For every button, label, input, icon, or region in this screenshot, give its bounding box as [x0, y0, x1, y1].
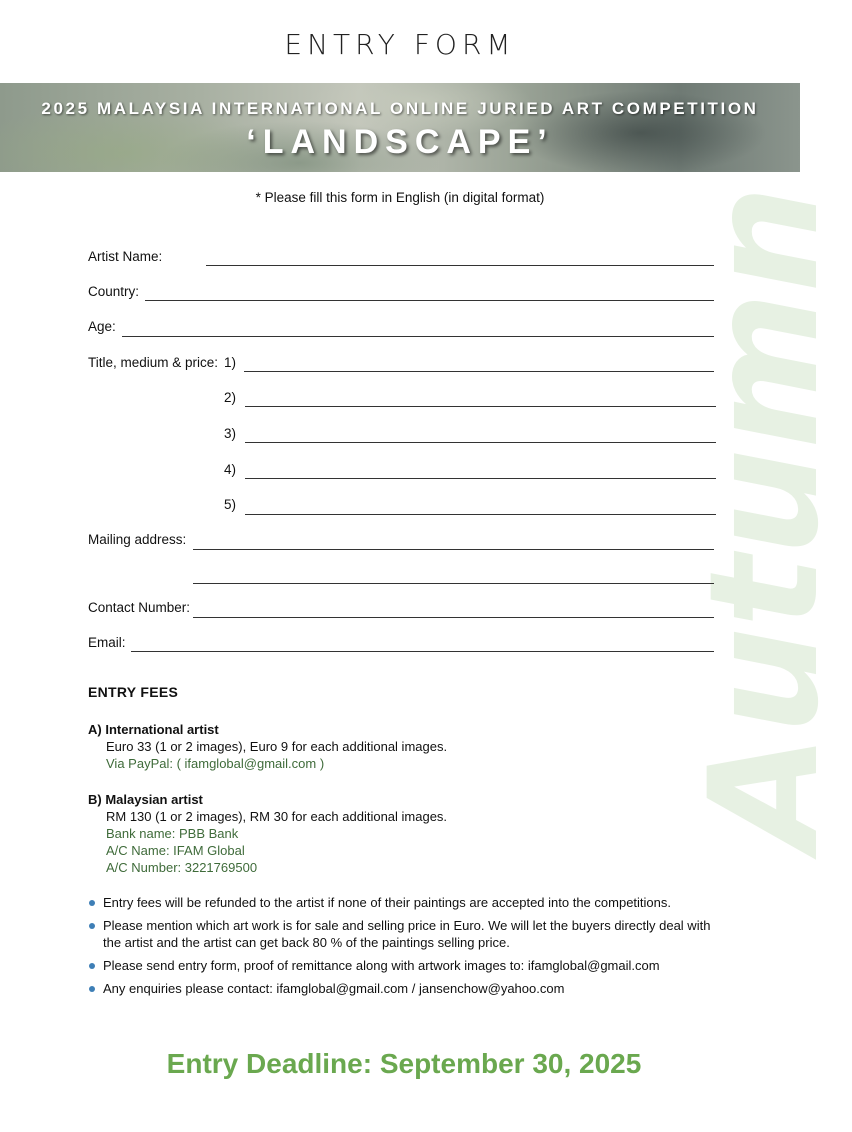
- contact-number-label: Contact Number:: [88, 600, 191, 615]
- bullet-icon: [89, 986, 95, 992]
- watermark-text: Autumn: [678, 185, 852, 850]
- international-fee-text: Euro 33 (1 or 2 images), Euro 9 for each additional images.: [106, 739, 448, 754]
- malaysian-fee-text: RM 130 (1 or 2 images), RM 30 for each additional images.: [106, 809, 448, 824]
- age-field[interactable]: [122, 336, 714, 337]
- malaysian-fees: [88, 791, 447, 876]
- mailing-address-field-2[interactable]: [193, 583, 714, 584]
- list-item: [88, 894, 728, 911]
- artist-name-field[interactable]: [206, 265, 714, 266]
- bullet-icon: [89, 900, 95, 906]
- international-heading: A) International artist: [88, 722, 219, 737]
- email-field[interactable]: [131, 651, 714, 652]
- list-item: [88, 980, 728, 997]
- artwork-field-1[interactable]: [244, 371, 714, 372]
- account-number: A/C Number: 3221769500: [106, 860, 258, 875]
- page-title: ENTRY FORM: [284, 28, 516, 61]
- list-item: [88, 917, 728, 951]
- international-fees: [88, 721, 447, 772]
- entry-number-1: 1): [224, 355, 237, 370]
- entry-number-2: 2): [224, 390, 237, 405]
- entry-number-5: 5): [224, 497, 237, 512]
- list-item-text: Any enquiries please contact: ifamglobal@gmail.com / jansenchow@yahoo.com: [103, 981, 565, 996]
- title-medium-price-label: Title, medium & price:: [88, 355, 219, 370]
- form-note: * Please fill this form in English (in digital format): [255, 190, 545, 205]
- malaysian-heading: B) Malaysian artist: [88, 792, 203, 807]
- banner-theme: ‘LANDSCAPE’: [246, 123, 554, 161]
- email-label: Email:: [88, 635, 126, 650]
- country-field[interactable]: [145, 300, 714, 301]
- artwork-field-2[interactable]: [245, 406, 716, 407]
- bullet-icon: [89, 923, 95, 929]
- country-label: Country:: [88, 284, 140, 299]
- entry-fees-heading: ENTRY FEES: [88, 684, 179, 700]
- bullet-icon: [89, 963, 95, 969]
- list-item-text: Please send entry form, proof of remittance along with artwork images to: ifamglobal@gmail.com: [103, 958, 660, 973]
- banner-subtitle: 2025 MALAYSIA INTERNATIONAL ONLINE JURIED ART COMPETITION: [41, 99, 759, 118]
- account-name: A/C Name: IFAM Global: [106, 843, 245, 858]
- list-item-text: Please mention which art work is for sale and selling price in Euro. We will let the buyers directly deal with the artist and the artist can get back 80 % of the paintings selling price.: [103, 918, 711, 950]
- contact-number-field[interactable]: [193, 617, 714, 618]
- artwork-field-5[interactable]: [245, 514, 716, 515]
- notes-list: [88, 894, 728, 1003]
- artist-name-label: Artist Name:: [88, 249, 163, 264]
- mailing-address-field-1[interactable]: [193, 549, 714, 550]
- competition-banner: [0, 83, 800, 172]
- age-label: Age:: [88, 319, 116, 334]
- mailing-address-label: Mailing address:: [88, 532, 187, 547]
- autumn-watermark: [678, 180, 852, 900]
- artwork-field-4[interactable]: [245, 478, 716, 479]
- entry-deadline: Entry Deadline: September 30, 2025: [166, 1048, 642, 1079]
- entry-number-3: 3): [224, 426, 237, 441]
- bank-name: Bank name: PBB Bank: [106, 826, 239, 841]
- paypal-info: Via PayPal: ( ifamglobal@gmail.com ): [106, 756, 325, 771]
- list-item: [88, 957, 728, 974]
- list-item-text: Entry fees will be refunded to the artist if none of their paintings are accepted into the competitions.: [103, 895, 671, 910]
- entry-number-4: 4): [224, 462, 237, 477]
- artwork-field-3[interactable]: [245, 442, 716, 443]
